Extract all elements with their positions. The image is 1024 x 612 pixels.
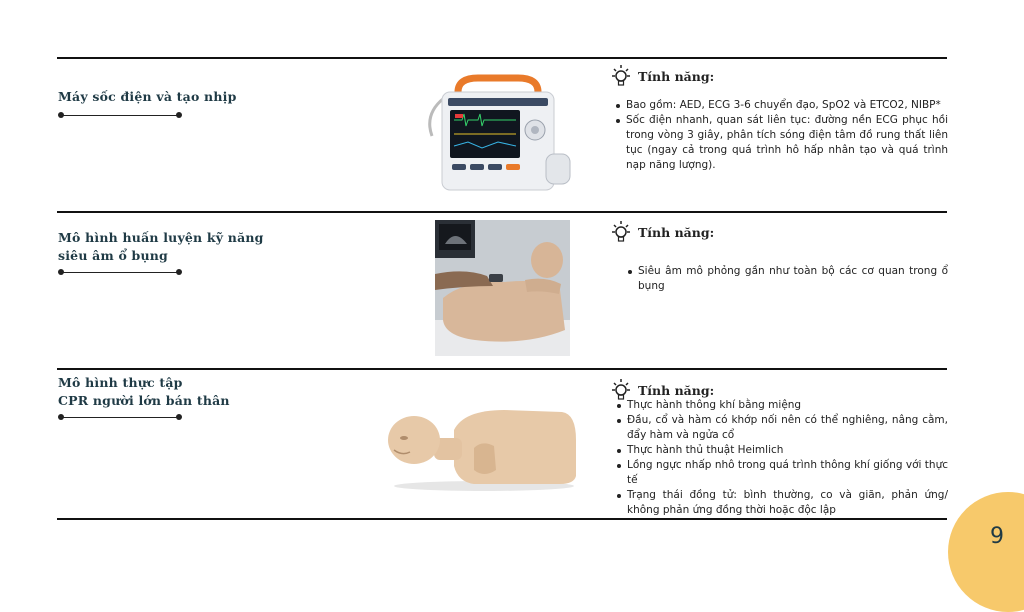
list-item: Bao gồm: AED, ECG 3-6 chuyển đạo, SpO2 và ETCO2, NIBP*	[614, 98, 948, 113]
list-item: Trạng thái đồng tử: bình thường, co và giãn, phản ứng/ không phản ứng đồng thời hoặc độc lập	[615, 488, 948, 518]
lightbulb-icon	[610, 64, 632, 88]
defibrillator-image	[418, 74, 578, 194]
ultrasound-model-photo	[435, 220, 570, 356]
row-3-bullets	[615, 398, 948, 518]
list-item: Thực hành thông khí bằng miệng	[615, 398, 948, 413]
divider-2	[57, 368, 947, 370]
row-2-bullets	[626, 264, 948, 294]
title-ornament	[58, 269, 182, 275]
title-ornament	[58, 414, 182, 420]
row-2-title: Mô hình huấn luyện kỹ năng siêu âm ổ bụng	[58, 230, 264, 263]
list-item: Đầu, cổ và hàm có khớp nối nên có thể nghiêng, nâng cằm, đẩy hàm và ngửa cổ	[615, 413, 948, 443]
row-1-title: Máy sốc điện và tạo nhịp	[58, 89, 237, 104]
feature-label: Tính năng:	[638, 68, 715, 84]
feature-label: Tính năng:	[638, 224, 715, 240]
feature-label: Tính năng:	[638, 382, 715, 398]
list-item: Thực hành thủ thuật Heimlich	[615, 443, 948, 458]
row-1-feature-heading	[610, 64, 714, 88]
divider-1	[57, 211, 947, 213]
row-2-feature-heading	[610, 220, 714, 244]
cpr-manikin-image	[384, 400, 580, 492]
row-1-bullets	[614, 98, 948, 173]
title-ornament	[58, 112, 182, 118]
row-3-title: Mô hình thực tập CPR người lớn bán thân	[58, 375, 230, 408]
divider-top	[57, 57, 947, 59]
page-number-badge	[948, 492, 1024, 612]
list-item: Lồng ngực nhấp nhô trong quá trình thông khí giống với thực tế	[615, 458, 948, 488]
list-item: Sốc điện nhanh, quan sát liên tục: đường nền ECG phục hồi trong vòng 3 giây, phân tích sóng điện tâm đồ rung thất liên tục (ngay cả trong quá trình hô hấp nhân tạo và quá trình nạp năng lượng).	[614, 113, 948, 173]
page-number: 9	[990, 524, 1004, 549]
list-item: Siêu âm mô phỏng gần như toàn bộ các cơ quan trong ổ bụng	[626, 264, 948, 294]
divider-bottom	[57, 518, 947, 520]
lightbulb-icon	[610, 220, 632, 244]
